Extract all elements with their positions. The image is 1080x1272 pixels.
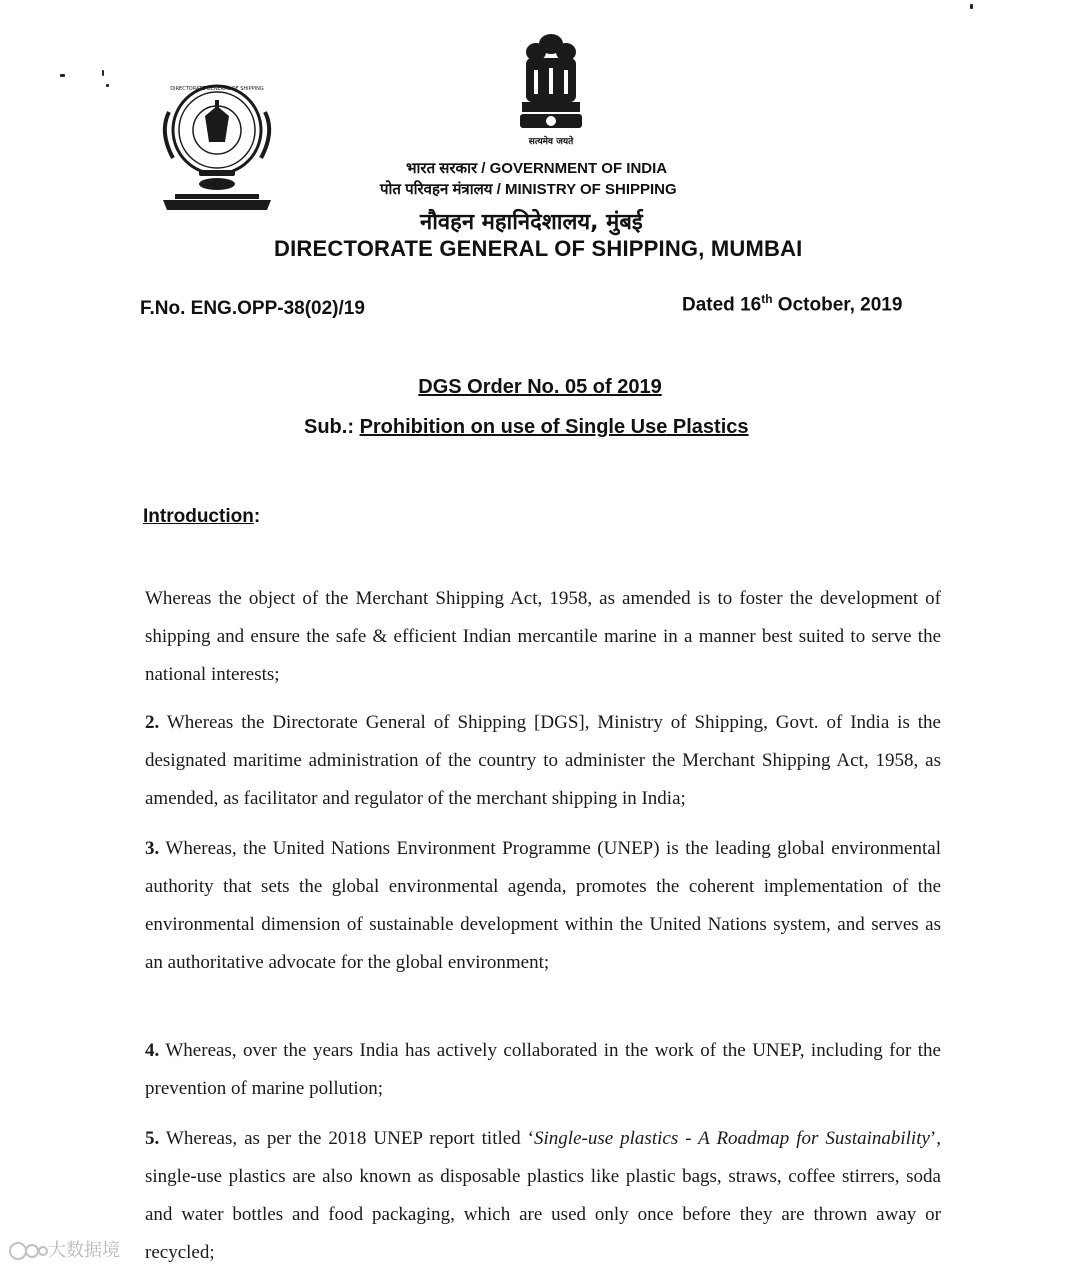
- paragraph-3: [145, 830, 941, 982]
- ministry-line: [380, 179, 740, 200]
- scan-speck: [102, 70, 104, 76]
- paragraph-number: 5.: [145, 1128, 160, 1149]
- subject-line: [304, 416, 749, 439]
- file-number: F.No. ENG.OPP-38(02)/19: [140, 298, 365, 319]
- national-emblem-icon: [512, 30, 590, 148]
- paragraph-text: ’, single-use plastics are also known as disposable plastics like plastic bags, straws, coffee stirrers, soda and water bottles and food packaging, which are used only once before they are thrown away or recycled;: [145, 1128, 942, 1263]
- scan-speck: [60, 74, 65, 77]
- paragraph-number: 4.: [145, 1040, 160, 1061]
- paragraph-4: [145, 1032, 941, 1108]
- date-rest: October, 2019: [772, 294, 903, 316]
- english-govt: GOVERNMENT OF INDIA: [489, 160, 668, 177]
- introduction-colon: :: [253, 506, 261, 527]
- introduction-heading: [143, 506, 260, 528]
- introduction-title: Introduction: [143, 506, 254, 527]
- hindi-ministry: पोत परिवहन मंत्रालय: [380, 181, 493, 198]
- paragraph-number: 3.: [145, 838, 160, 859]
- seal-text: DIRECTORATE GENERAL OF SHIPPING: [170, 86, 264, 92]
- emblem-motto: सत्यमेव जयते: [528, 137, 574, 147]
- paragraph-text: Whereas, as per the 2018 UNEP report titled ‘: [159, 1128, 535, 1149]
- subject-text: Prohibition on use of Single Use Plastics: [359, 416, 749, 438]
- govt-line: [406, 158, 740, 179]
- date-prefix: Dated 16: [682, 294, 762, 316]
- english-directorate: DIRECTORATE GENERAL OF SHIPPING, MUMBAI: [274, 236, 803, 261]
- english-ministry: MINISTRY OF SHIPPING: [504, 181, 677, 198]
- date-suffix-sup: th: [761, 292, 773, 306]
- watermark: [8, 1236, 120, 1263]
- hindi-directorate: नौवहन महानिदेशालय, मुंबई: [420, 210, 643, 235]
- paragraph-1: Whereas the object of the Merchant Shipping Act, 1958, as amended is to foster the development of shipping and ensure the safe & efficient Indian mercantile marine in a manner best suited to serve the national interests;: [145, 588, 941, 685]
- scan-speck: [106, 84, 109, 87]
- subject-label: Sub.:: [304, 416, 354, 438]
- paragraph-number: 2.: [145, 712, 160, 733]
- report-title: Single-use plastics - A Roadmap for Sustainability: [534, 1128, 930, 1149]
- dgs-seal-icon: [155, 72, 280, 222]
- scan-speck: [970, 4, 973, 9]
- paragraph-2: [145, 704, 941, 818]
- paragraph-5: [145, 1120, 941, 1272]
- separator: /: [477, 160, 490, 177]
- hindi-govt: भारत सरकार: [406, 160, 478, 177]
- separator: /: [492, 181, 505, 198]
- paragraph-text: Whereas the Directorate General of Shipping [DGS], Ministry of Shipping, Govt. of India is the designated maritime administration of the country to administer the Merchant Shipping Act, 1958, as amended, as facilitator and regulator of the merchant shipping in India;: [145, 712, 941, 809]
- watermark-logo-icon: [8, 1239, 48, 1263]
- letterhead: [380, 158, 740, 200]
- watermark-text: 大数据境: [48, 1240, 120, 1261]
- paragraph-text: Whereas, the United Nations Environment Programme (UNEP) is the leading global environmental authority that sets the global environmental agenda, promotes the coherent implementation of the environmental dimension of sustainable development within the United Nations system, and serves as an authoritative advocate for the global environment;: [145, 838, 941, 973]
- order-date: [682, 292, 902, 316]
- paragraph-text: Whereas, over the years India has actively collaborated in the work of the UNEP, including for the prevention of marine pollution;: [145, 1040, 941, 1099]
- order-title-block: [0, 376, 1080, 399]
- order-title: DGS Order No. 05 of 2019: [418, 376, 662, 398]
